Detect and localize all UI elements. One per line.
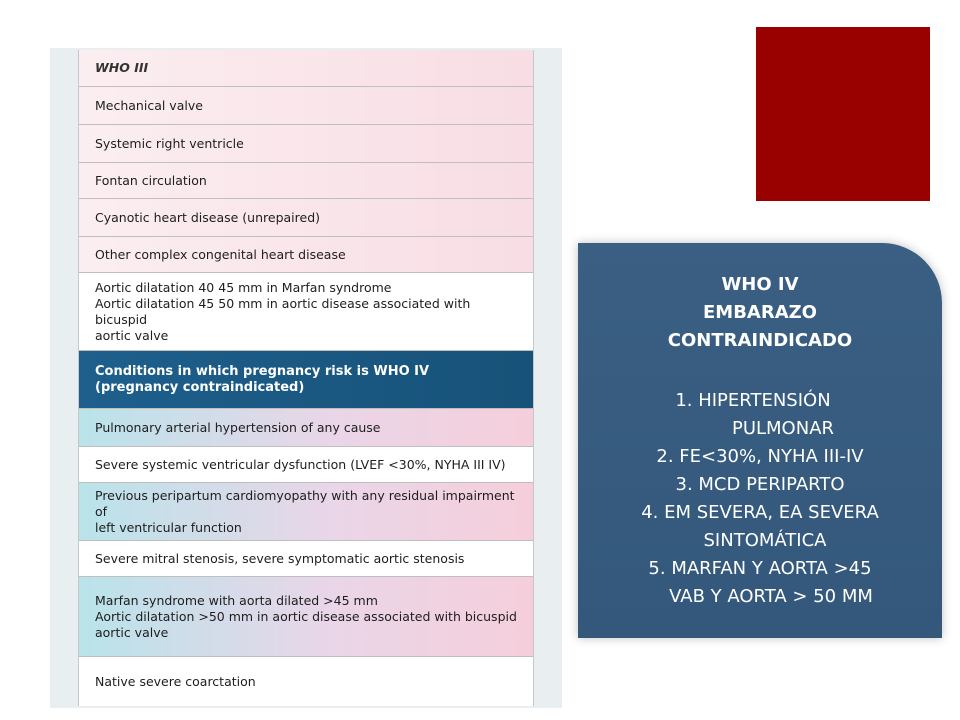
table-row: Systemic right ventricle [79,125,533,163]
contraindication-list [578,387,942,611]
who4-section-header: Conditions in which pregnancy risk is WHO IV (pregnancy contraindicated) [79,351,533,409]
who3-header: WHO III [79,50,533,87]
who-risk-table [78,50,534,706]
table-row: Pulmonary arterial hypertension of any cause [79,409,533,447]
list-item: 3. MCD PERIPARTO [675,474,845,495]
list-item: VAB Y AORTA > 50 MM [669,586,873,607]
table-row: Fontan circulation [79,163,533,199]
list-item: PULMONAR [731,418,835,439]
table-row: Mechanical valve [79,87,533,125]
panel-title-line: EMBARAZO [702,302,817,323]
table-row: Severe mitral stenosis, severe symptomatic aortic stenosis [79,541,533,577]
red-accent-block [756,27,930,201]
table-row: Cyanotic heart disease (unrepaired) [79,199,533,237]
table-row: Aortic dilatation 40 45 mm in Marfan syndrome Aortic dilatation 45 50 mm in aortic disease associated with bicuspid aortic valve [79,273,533,351]
panel-title-line: CONTRAINDICADO [667,330,853,351]
table-row: Previous peripartum cardiomyopathy with any residual impairment of left ventricular function [79,483,533,541]
list-item: 2. FE<30%, NYHA III-IV [656,446,864,467]
panel-title [578,271,942,355]
table-row: Marfan syndrome with aorta dilated >45 mm Aortic dilatation >50 mm in aortic disease associated with bicuspid aortic valve [79,577,533,657]
list-item: 1. HIPERTENSIÓN [675,390,831,411]
table-row: Other complex congenital heart disease [79,237,533,273]
panel-title-line: WHO IV [721,274,799,295]
list-item: 5. MARFAN Y AORTA >45 [648,558,872,579]
who4-summary-panel [578,243,942,638]
table-row: Severe systemic ventricular dysfunction (LVEF <30%, NYHA III IV) [79,447,533,483]
table-row: Native severe coarctation [79,657,533,706]
list-item: 4. EM SEVERA, EA SEVERA [641,502,879,523]
list-item: SINTOMÁTICA [703,530,827,551]
